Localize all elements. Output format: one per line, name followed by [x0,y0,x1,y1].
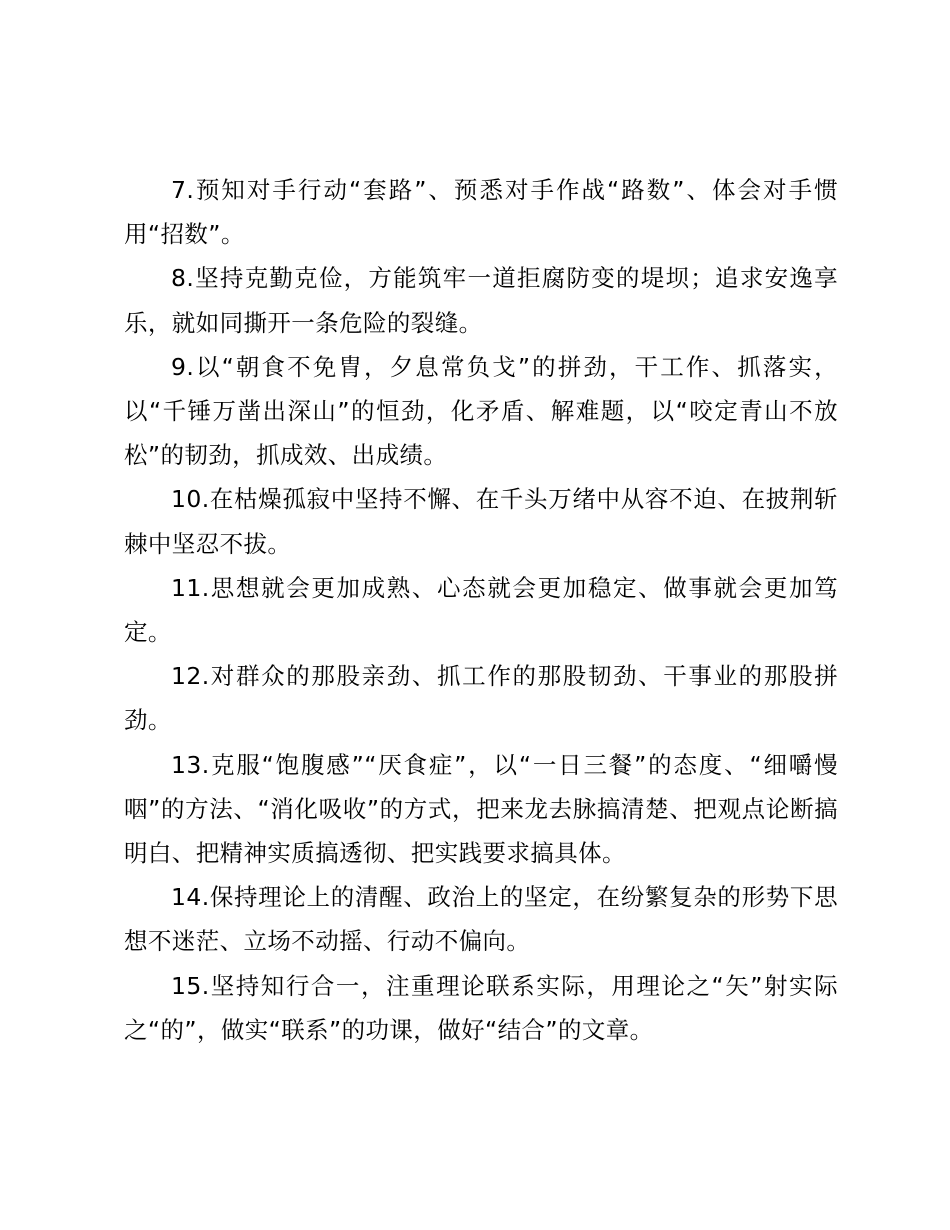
paragraph-10: 10.在枯燥孤寂中坚持不懈、在千头万绪中从容不迫、在披荆斩棘中坚忍不拔。 [124,485,838,558]
paragraph-14: 14.保持理论上的清醒、政治上的坚定，在纷繁复杂的形势下思想不迷茫、立场不动摇、行动不偏向。 [124,883,838,956]
paragraph-11: 11.思想就会更加成熟、心态就会更加稳定、做事就会更加笃定。 [124,573,838,647]
paragraph-7: 7.预知对手行动“套路”、预悉对手作战“路数”、体会对手惯用“招数”。 [124,176,838,249]
paragraph-8: 8.坚持克勤克俭，方能筑牢一道拒腐防变的堤坝；追求安逸享乐，就如同撕开一条危险的裂缝。 [124,264,838,337]
paragraph-13: 13.克服“饱腹感”“厌食症”，以“一日三餐”的态度、“细嚼慢咽”的方法、“消化吸收”的方式，把来龙去脉搞清楚、把观点论断搞明白、把精神实质搞透彻、把实践要求搞具体。 [124,750,838,868]
paragraph-15: 15.坚持知行合一，注重理论联系实际，用理论之“矢”射实际之“的”，做实“联系”的功课，做好“结合”的文章。 [124,971,838,1044]
document-body [124,168,838,1052]
paragraph-12: 12.对群众的那股亲劲、抓工作的那股韧劲、干事业的那股拼劲。 [124,662,838,735]
paragraph-9: 9.以“朝食不免胄，夕息常负戈”的拼劲，干工作、抓落实，以“千锤万凿出深山”的恒劲，化矛盾、解难题，以“咬定青山不放松”的韧劲，抓成效、出成绩。 [124,352,838,470]
